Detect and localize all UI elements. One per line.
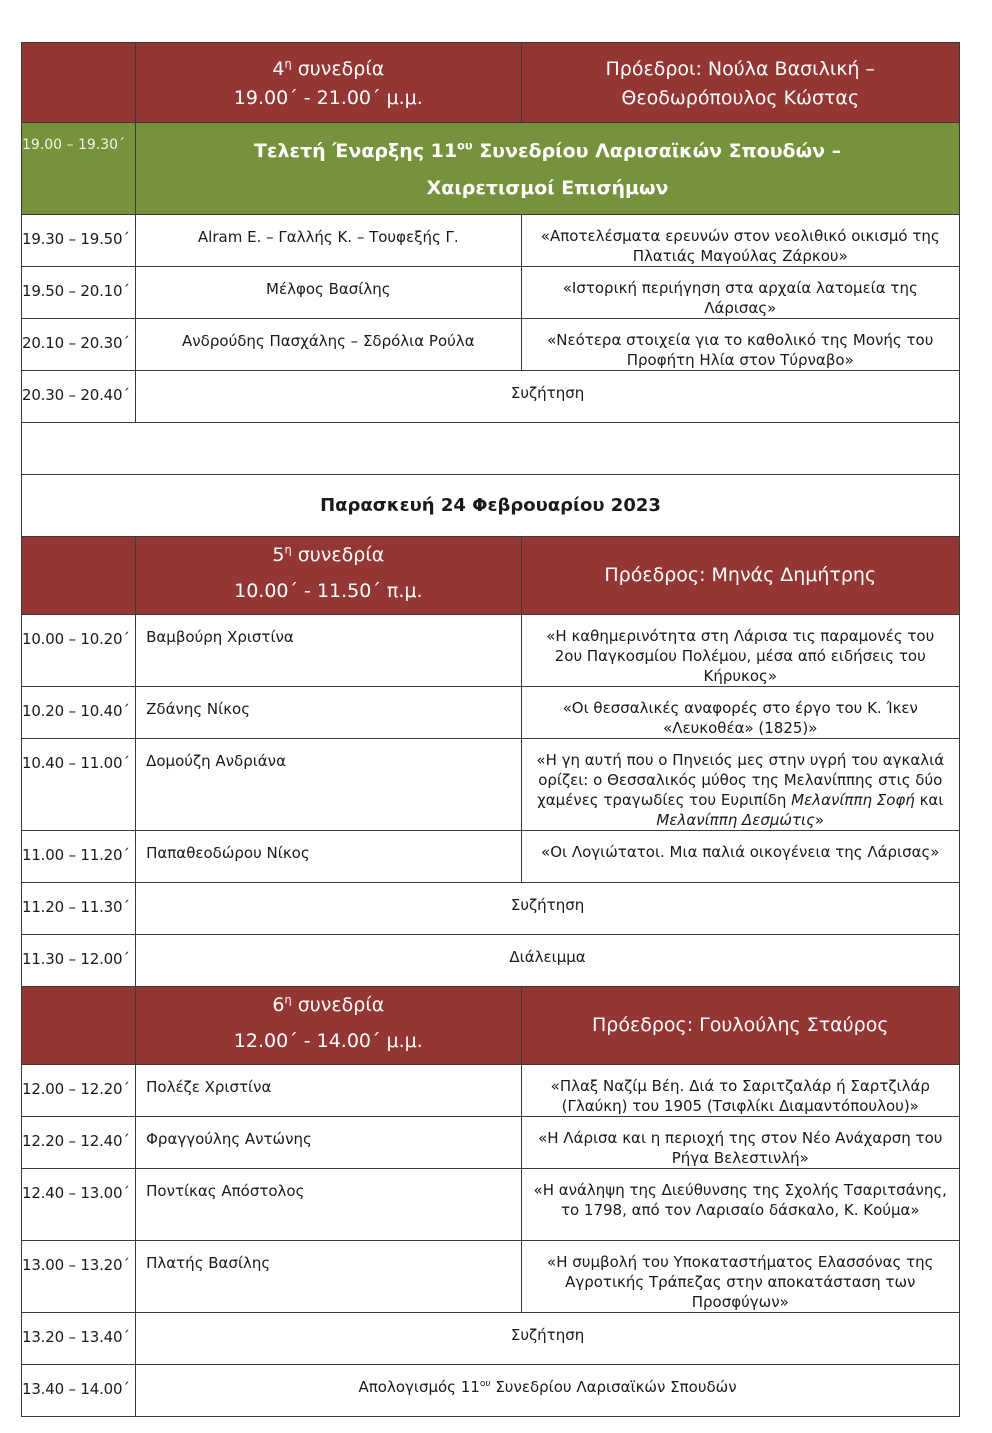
session-4-chairs-cell: [521, 43, 959, 123]
session-header-blank-cell: [22, 43, 136, 123]
day-row: [22, 475, 960, 537]
talk-title: «Ιστορική περιήγηση στα αρχαία λατομεία της Λάρισας»: [521, 267, 959, 319]
time-slot: 10.00 – 10.20΄: [22, 615, 136, 687]
discussion-row: [22, 1313, 960, 1365]
speaker-name: Φραγγούλης Αντώνης: [136, 1117, 521, 1169]
time-slot: 19.30 – 19.50΄: [22, 215, 136, 267]
closing-row: [22, 1365, 960, 1417]
discussion-row: [22, 371, 960, 423]
table-row: [22, 831, 960, 883]
time-slot: 10.40 – 11.00΄: [22, 739, 136, 831]
opening-subtitle: Χαιρετισμοί Επισήμων: [426, 176, 669, 199]
speaker-name: Βαμβούρη Χριστίνα: [136, 615, 521, 687]
time-slot: 20.30 – 20.40΄: [22, 371, 136, 423]
table-row: [22, 739, 960, 831]
time-slot: 12.20 – 12.40΄: [22, 1117, 136, 1169]
closing-label-post: Συνεδρίου Λαρισαϊκών Σπουδών: [490, 1378, 737, 1396]
speaker-name: Ανδρούδης Πασχάλης – Σδρόλια Ρούλα: [136, 319, 521, 371]
discussion-label: Συζήτηση: [136, 883, 960, 935]
session-header-blank-cell: [22, 537, 136, 615]
time-slot: 12.40 – 13.00΄: [22, 1169, 136, 1241]
speaker-name: Alram E. – Γαλλής Κ. – Τουφεξής Γ.: [136, 215, 521, 267]
talk-title: «Η συμβολή του Υποκαταστήματος Ελασσόνας της Αγροτικής Τράπεζας στην αποκατάσταση των Προσφύγων»: [521, 1241, 959, 1313]
time-slot: 11.30 – 12.00΄: [22, 935, 136, 987]
ordinal-suffix: ου: [457, 138, 473, 153]
speaker-name: Μέλφος Βασίλης: [136, 267, 521, 319]
session-4-title-cell: [136, 43, 521, 123]
speaker-name: Δομούζη Ανδριάνα: [136, 739, 521, 831]
opening-ceremony-row: [22, 123, 960, 215]
talk-title: [521, 739, 959, 831]
closing-label-pre: Απολογισμός 11: [358, 1378, 480, 1396]
talk-title: «Νεότερα στοιχεία για το καθολικό της Μονής του Προφήτη Ηλία στον Τύρναβο»: [521, 319, 959, 371]
discussion-row: [22, 883, 960, 935]
table-row: [22, 215, 960, 267]
table-row: [22, 319, 960, 371]
time-slot: 11.20 – 11.30΄: [22, 883, 136, 935]
talk-title: «Αποτελέσματα ερευνών στον νεολιθικό οικισμό της Πλατιάς Μαγούλας Ζάρκου»: [521, 215, 959, 267]
time-slot: 13.20 – 13.40΄: [22, 1313, 136, 1365]
session-number: 6: [272, 994, 285, 1016]
break-row: [22, 935, 960, 987]
session-number: 5: [272, 544, 285, 566]
speaker-name: Ζδάνης Νίκος: [136, 687, 521, 739]
session-label: συνεδρία: [291, 994, 385, 1016]
session-6-title-cell: [136, 987, 521, 1065]
opening-title-pre: Τελετή Έναρξης 11: [253, 139, 458, 162]
session-6-chair: Πρόεδρος: Γουλούλης Σταύρος: [521, 987, 959, 1065]
talk-title-text: και: [914, 791, 944, 809]
ordinal-suffix: η: [284, 992, 292, 1007]
talk-title-text: «Η γη αυτή που ο Πηνειός μες στην υγρή του αγκαλιά ορίζει: ο Θεσσαλικός μύθος της Μελανίππης στις δύο χαμένες τραγωδίες του Ευριπίδη: [536, 751, 945, 809]
talk-title: «Πλαξ Ναζίμ Βέη. Διά το Σαριτζαλάρ ή Σαρτζιλάρ (Γλαύκη) του 1905 (Τσιφλίκι Διαμαντόπουλου)»: [521, 1065, 959, 1117]
opening-title-post: Συνεδρίου Λαρισαϊκών Σπουδών –: [472, 139, 842, 162]
talk-title: «Οι Λογιώτατοι. Μια παλιά οικογένεια της Λάρισας»: [521, 831, 959, 883]
talk-title: «Η Λάρισα και η περιοχή της στον Νέο Ανάχαρση του Ρήγα Βελεστινλή»: [521, 1117, 959, 1169]
talk-title: «Οι θεσσαλικές αναφορές στο έργο του Κ. Ίκεν «Λευκοθέα» (1825)»: [521, 687, 959, 739]
time-slot: 13.40 – 14.00΄: [22, 1365, 136, 1417]
session-header-blank-cell: [22, 987, 136, 1065]
opening-time: 19.00 – 19.30΄: [22, 123, 136, 215]
table-row: [22, 687, 960, 739]
time-slot: 19.50 – 20.10΄: [22, 267, 136, 319]
time-slot: 13.00 – 13.20΄: [22, 1241, 136, 1313]
session-6-header: [22, 987, 960, 1065]
talk-title-italic: Μελανίππη Δεσμώτις: [656, 811, 815, 829]
conference-schedule-table: [21, 42, 960, 1417]
ordinal-suffix: ου: [479, 1379, 491, 1389]
table-row: [22, 1241, 960, 1313]
session-hours: 10.00΄ - 11.50΄ π.μ.: [234, 580, 423, 602]
table-row: [22, 1117, 960, 1169]
discussion-label: Συζήτηση: [136, 371, 960, 423]
time-slot: 20.10 – 20.30΄: [22, 319, 136, 371]
opening-title-cell: [136, 123, 960, 215]
talk-title: «Η καθημερινότητα στη Λάρισα τις παραμονές του 2ου Παγκοσμίου Πολέμου, μέσα από ειδήσεις του Κήρυκος»: [521, 615, 959, 687]
talk-title-italic: Μελανίππη Σοφή: [791, 791, 915, 809]
time-slot: 10.20 – 10.40΄: [22, 687, 136, 739]
table-row: [22, 1065, 960, 1117]
table-row: [22, 1169, 960, 1241]
time-slot: 11.00 – 11.20΄: [22, 831, 136, 883]
ordinal-suffix: η: [284, 56, 292, 71]
speaker-name: Παπαθεοδώρου Νίκος: [136, 831, 521, 883]
chairs-line-2: Θεοδωρόπουλος Κώστας: [621, 86, 860, 109]
session-number: 4: [272, 57, 285, 80]
closing-label-cell: [136, 1365, 960, 1417]
talk-title-text: »: [814, 811, 825, 829]
session-label: συνεδρία: [291, 544, 385, 566]
speaker-name: Πολέζε Χριστίνα: [136, 1065, 521, 1117]
day-heading: Παρασκευή 24 Φεβρουαρίου 2023: [22, 475, 960, 537]
table-row: [22, 615, 960, 687]
discussion-label: Συζήτηση: [136, 1313, 960, 1365]
break-label: Διάλειμμα: [136, 935, 960, 987]
talk-title: «Η ανάληψη της Διεύθυνσης της Σχολής Τσαριτσάνης, το 1798, από τον Λαρισαίο δάσκαλο, Κ. Κούμα»: [521, 1169, 959, 1241]
ordinal-suffix: η: [284, 542, 292, 557]
session-hours: 19.00΄ - 21.00΄ μ.μ.: [233, 86, 423, 109]
spacer-row: [22, 423, 960, 475]
empty-cell: [22, 423, 960, 475]
session-label: συνεδρία: [291, 57, 385, 80]
speaker-name: Πλατής Βασίλης: [136, 1241, 521, 1313]
session-5-title-cell: [136, 537, 521, 615]
table-row: [22, 267, 960, 319]
chairs-line-1: Πρόεδροι: Νούλα Βασιλική –: [605, 57, 876, 80]
session-4-header: [22, 43, 960, 123]
session-5-header: [22, 537, 960, 615]
session-5-chair: Πρόεδρος: Μηνάς Δημήτρης: [521, 537, 959, 615]
time-slot: 12.00 – 12.20΄: [22, 1065, 136, 1117]
session-hours: 12.00΄ - 14.00΄ μ.μ.: [233, 1030, 423, 1052]
speaker-name: Ποντίκας Απόστολος: [136, 1169, 521, 1241]
